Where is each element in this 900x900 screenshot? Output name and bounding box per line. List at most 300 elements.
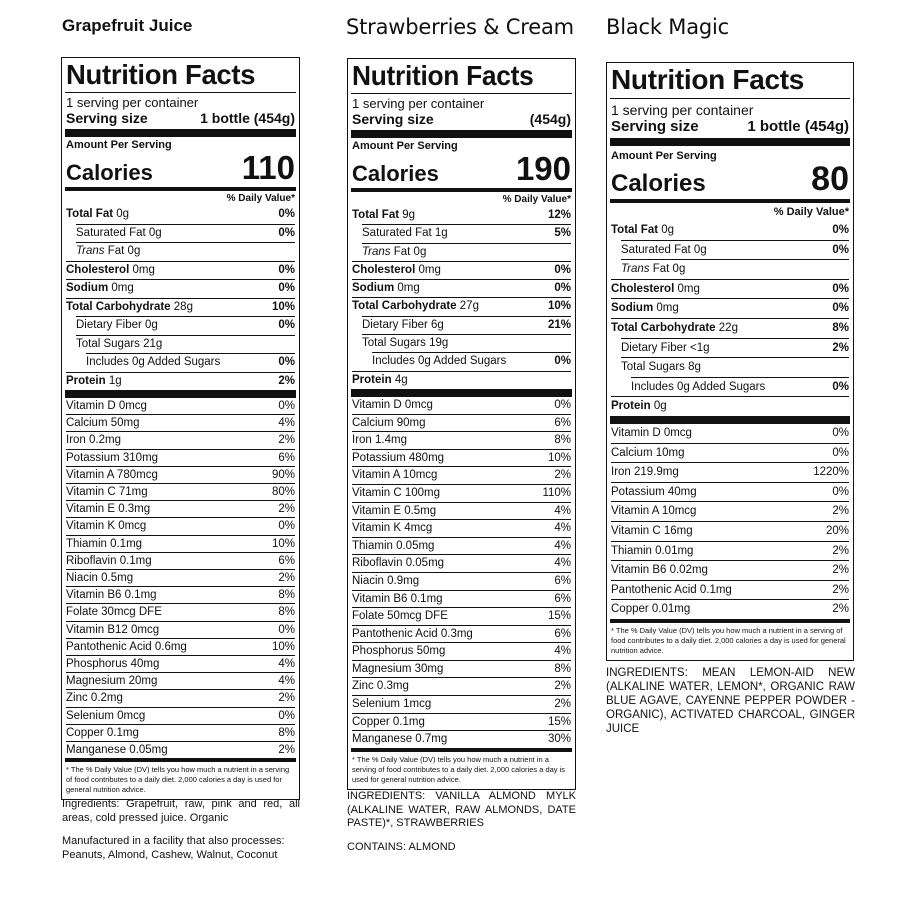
vitamin-name: Vitamin B12 0mcg <box>66 623 160 636</box>
divider-thick <box>351 389 572 397</box>
servings-per-container: 1 serving per container <box>611 102 754 118</box>
nutrient-daily-value: 12% <box>547 209 571 221</box>
vitamin-row <box>352 677 571 695</box>
vitamin-row <box>352 607 571 625</box>
nutrient-daily-value: 21% <box>547 318 571 331</box>
nutrient-name-amount <box>66 299 193 317</box>
vitamin-name: Potassium 480mg <box>352 451 445 464</box>
vitamin-name: Selenium 1mcg <box>352 698 432 711</box>
vitamin-daily-value: 6% <box>554 416 571 429</box>
nutrition-facts-heading: Nutrition Facts <box>66 59 256 90</box>
vitamin-name: Vitamin B6 0.02mg <box>611 564 708 577</box>
nutrient-list <box>66 206 295 390</box>
nutrient-name-amount <box>86 354 220 372</box>
vitamin-row <box>66 603 295 620</box>
vitamin-daily-value: 8% <box>554 662 571 675</box>
serving-size-value: 1 bottle (454g) <box>747 118 849 135</box>
vitamin-row <box>352 484 571 502</box>
vitamin-daily-value: 2% <box>554 698 571 711</box>
nutrient-name-amount <box>362 225 448 242</box>
vitamin-row <box>611 541 849 561</box>
nutrient-daily-value: 0% <box>278 263 295 276</box>
nutrient-row <box>372 352 571 370</box>
vitamin-name: Vitamin B6 0.1mg <box>66 589 157 602</box>
nutrient-row <box>621 357 849 377</box>
vitamin-name: Vitamin D 0mcg <box>66 400 147 412</box>
ingredients-strawberries <box>347 790 576 864</box>
nutrient-name-rest: Fat 0g <box>393 245 427 258</box>
product-title: Black Magic <box>606 15 729 39</box>
vitamin-name: Calcium 90mg <box>352 416 426 429</box>
vitamin-daily-value: 0% <box>832 446 849 459</box>
vitamin-row <box>352 502 571 520</box>
amount-per-serving: Amount Per Serving <box>611 150 717 162</box>
vitamin-name: Selenium 0mcg <box>66 709 146 722</box>
nutrition-label-black-magic <box>606 62 854 661</box>
serving-size-label: Serving size <box>66 110 148 126</box>
nutrient-name: Total Fat <box>352 209 400 221</box>
vitamin-name: Zinc 0.3mg <box>352 680 409 693</box>
nutrient-name-rest: Fat 0g <box>107 245 141 257</box>
calories-value: 80 <box>811 160 849 198</box>
daily-value-header: % Daily Value* <box>226 193 295 204</box>
vitamin-daily-value: 2% <box>832 583 849 596</box>
vitamin-name: Vitamin C 16mg <box>611 524 693 537</box>
calories-label: Calories <box>611 170 706 197</box>
nutrient-row <box>621 338 849 358</box>
nutrient-name-amount <box>352 280 420 297</box>
vitamin-name: Pantothenic Acid 0.6mg <box>66 640 187 653</box>
nutrient-row <box>362 316 571 334</box>
vitamin-daily-value: 0% <box>278 400 295 412</box>
product-title: Strawberries & Cream <box>346 15 574 39</box>
nutrient-row <box>352 207 571 224</box>
nutrient-daily-value: 0% <box>278 282 295 294</box>
vitamin-name: Vitamin E 0.3mg <box>66 503 151 516</box>
nutrient-name: Protein <box>352 373 392 386</box>
vitamin-daily-value: 2% <box>278 434 295 447</box>
vitamin-name: Potassium 310mg <box>66 451 159 464</box>
vitamin-name: Copper 0.01mg <box>611 603 691 616</box>
vitamin-daily-value: 30% <box>547 733 571 746</box>
vitamin-daily-value: 0% <box>832 426 849 439</box>
nutrient-name-amount <box>76 225 162 243</box>
nutrient-amount: 21g <box>143 337 163 350</box>
vitamin-daily-value: 6% <box>554 574 571 587</box>
nutrient-name-amount <box>611 221 674 240</box>
vitamin-daily-value: 2% <box>278 572 295 585</box>
vitamin-name: Pantothenic Acid 0.3mg <box>352 627 473 640</box>
vitamin-daily-value: 2% <box>554 469 571 482</box>
vitamin-name: Vitamin K 4mcg <box>352 522 433 535</box>
nutrient-name-rest: Fat 0g <box>652 263 686 276</box>
vitamin-daily-value: 2% <box>832 505 849 518</box>
vitamin-list <box>352 397 571 748</box>
serving-size-row <box>66 110 295 129</box>
ingredients-grapefruit <box>62 798 300 872</box>
nutrient-row <box>352 297 571 315</box>
vitamin-daily-value: 0% <box>554 398 571 411</box>
vitamin-name: Phosphorus 40mg <box>66 658 160 671</box>
nutrient-name: Dietary Fiber <box>362 318 428 331</box>
vitamin-daily-value: 6% <box>278 554 295 567</box>
vitamin-daily-value: 8% <box>278 589 295 602</box>
vitamin-name: Vitamin A 10mcg <box>352 469 438 482</box>
nutrient-amount: 4g <box>394 373 408 386</box>
vitamin-daily-value: 10% <box>547 451 571 464</box>
nutrient-amount: 8g <box>688 361 701 374</box>
allergen-text: CONTAINS: ALMOND <box>347 840 456 853</box>
nutrient-daily-value: 0% <box>832 282 849 295</box>
vitamin-row <box>352 449 571 467</box>
nutrient-name: Total Fat <box>611 224 659 236</box>
divider-thick <box>610 138 850 146</box>
nutrient-daily-value: 5% <box>554 227 571 240</box>
nutrient-daily-value: 0% <box>832 224 849 236</box>
vitamin-daily-value: 15% <box>547 715 571 728</box>
calories-label: Calories <box>352 161 439 186</box>
vitamin-row <box>352 660 571 678</box>
vitamin-name: Phosphorus 50mg <box>352 645 446 658</box>
vitamin-list <box>611 424 849 619</box>
vitamin-daily-value: 6% <box>278 451 295 464</box>
vitamin-daily-value: 0% <box>832 485 849 498</box>
vitamin-name: Iron 1.4mg <box>352 434 407 447</box>
vitamin-row <box>352 554 571 572</box>
vitamin-name: Vitamin C 100mg <box>352 486 440 499</box>
vitamin-daily-value: 20% <box>825 524 849 537</box>
vitamin-name: Vitamin C 71mg <box>66 486 148 499</box>
vitamin-daily-value: 4% <box>278 675 295 688</box>
nutrient-name: Total Sugars <box>76 337 140 350</box>
nutrition-label-grapefruit <box>61 57 300 800</box>
nutrition-label-strawberries <box>347 58 576 790</box>
vitamin-row <box>611 443 849 463</box>
vitamin-row <box>66 638 295 655</box>
nutrient-name: Trans <box>76 245 105 257</box>
vitamin-daily-value: 80% <box>271 486 295 499</box>
serving-size-label: Serving size <box>352 111 434 127</box>
vitamin-daily-value: 6% <box>554 592 571 605</box>
nutrient-name-amount <box>66 373 122 391</box>
nutrient-name: Total Carbohydrate <box>66 300 171 313</box>
vitamin-name: Vitamin K 0mcg <box>66 520 147 533</box>
daily-value-footnote: * The % Daily Value (DV) tells you how much a nutrient in a serving of food contributes to a daily diet. 2,000 calories a day is used for general nutrition advice. <box>610 619 850 656</box>
serving-size-row <box>352 111 571 130</box>
nutrient-row <box>611 279 849 299</box>
vitamin-name: Zinc 0.2mg <box>66 692 123 705</box>
vitamin-name: Riboflavin 0.05mg <box>352 557 445 570</box>
nutrition-facts-heading: Nutrition Facts <box>352 60 534 91</box>
vitamin-name: Copper 0.1mg <box>352 715 425 728</box>
nutrient-daily-value: 8% <box>832 321 849 334</box>
vitamin-name: Vitamin D 0mcg <box>611 426 692 439</box>
vitamin-name: Iron 219.9mg <box>611 466 679 479</box>
vitamin-daily-value: 4% <box>278 417 295 430</box>
vitamin-name: Calcium 10mg <box>611 446 685 459</box>
nutrient-name: Trans <box>621 263 650 276</box>
nutrient-row <box>352 261 571 279</box>
nutrient-amount: 6g <box>431 318 444 331</box>
vitamin-row <box>352 397 571 414</box>
vitamin-row <box>611 599 849 619</box>
divider-thick <box>65 129 296 137</box>
vitamin-name: Thiamin 0.05mg <box>352 539 435 552</box>
nutrient-daily-value: 10% <box>271 300 295 313</box>
nutrient-name: Dietary Fiber <box>621 341 687 354</box>
vitamin-name: Calcium 50mg <box>66 417 140 430</box>
calories-row <box>611 162 849 199</box>
nutrient-daily-value: 0% <box>278 356 295 368</box>
nutrient-name: Cholesterol <box>66 263 130 276</box>
nutrient-daily-value: 0% <box>832 243 849 256</box>
nutrient-name: Saturated Fat <box>621 243 691 256</box>
nutrient-row <box>611 221 849 240</box>
calories-row <box>352 152 571 188</box>
servings-per-container: 1 serving per container <box>352 96 485 111</box>
nutrient-amount: 0g <box>653 400 667 413</box>
nutrient-amount: 0g <box>145 319 158 331</box>
nutrient-name: Includes 0g Added Sugars <box>86 356 221 368</box>
vitamin-row <box>66 552 295 569</box>
divider-thick <box>65 390 296 398</box>
nutrient-name-amount <box>611 280 700 299</box>
nutrient-amount: 0mg <box>111 282 134 294</box>
serving-size-value: 1 bottle (454g) <box>200 110 295 126</box>
product-black-magic <box>606 15 729 39</box>
nutrient-amount: 0mg <box>677 282 700 295</box>
nutrient-daily-value: 0% <box>554 355 571 368</box>
nutrient-name: Protein <box>611 400 651 413</box>
vitamin-row <box>352 414 571 432</box>
nutrient-name-amount <box>76 243 140 261</box>
vitamin-row <box>66 569 295 586</box>
vitamin-row <box>611 521 849 541</box>
nutrient-name: Saturated Fat <box>76 226 146 239</box>
nutrient-name-amount <box>352 372 408 389</box>
vitamin-daily-value: 8% <box>278 606 295 619</box>
vitamin-daily-value: 8% <box>278 726 295 739</box>
servings-per-container: 1 serving per container <box>66 95 199 110</box>
vitamin-row <box>352 466 571 484</box>
nutrient-row <box>66 279 295 298</box>
vitamin-daily-value: 2% <box>832 603 849 616</box>
vitamin-row <box>352 590 571 608</box>
nutrient-daily-value: 10% <box>547 300 571 313</box>
nutrient-name: Includes 0g Added Sugars <box>372 355 507 368</box>
nutrient-name-amount <box>611 299 679 318</box>
allergen-facility-text: Manufactured in a facility that also processes: Peanuts, Almond, Cashew, Walnut, Coconut <box>62 835 285 861</box>
vitamin-daily-value: 4% <box>554 539 571 552</box>
nutrient-row <box>611 318 849 338</box>
vitamin-daily-value: 4% <box>554 522 571 535</box>
nutrition-facts-heading: Nutrition Facts <box>611 64 805 95</box>
vitamin-row <box>66 483 295 500</box>
product-grapefruit-juice <box>62 16 192 36</box>
vitamin-row <box>611 424 849 443</box>
vitamin-name: Copper 0.1mg <box>66 726 139 739</box>
nutrient-amount: 0mg <box>656 302 679 315</box>
amount-per-serving: Amount Per Serving <box>66 139 172 151</box>
nutrient-row <box>76 316 295 335</box>
nutrient-daily-value: 0% <box>832 302 849 315</box>
vitamin-list <box>66 398 295 758</box>
vitamin-row <box>66 724 295 741</box>
nutrient-name: Dietary Fiber <box>76 319 142 331</box>
nutrient-row <box>76 242 295 261</box>
nutrient-name: Sodium <box>352 282 395 295</box>
vitamin-name: Manganese 0.7mg <box>352 733 448 746</box>
vitamin-daily-value: 10% <box>271 537 295 550</box>
calories-value: 110 <box>241 149 295 186</box>
vitamin-daily-value: 15% <box>547 610 571 623</box>
nutrient-name-amount <box>621 241 707 260</box>
vitamin-name: Niacin 0.9mg <box>352 574 420 587</box>
nutrient-name: Total Carbohydrate <box>352 300 457 313</box>
vitamin-row <box>352 695 571 713</box>
nutrient-name: Sodium <box>66 282 109 294</box>
nutrient-amount: <1g <box>690 341 710 354</box>
nutrient-row <box>66 298 295 317</box>
vitamin-row <box>66 689 295 706</box>
nutrient-list <box>611 221 849 416</box>
product-strawberries-cream <box>346 15 574 39</box>
nutrient-name-amount <box>372 353 506 370</box>
nutrient-row <box>611 396 849 416</box>
vitamin-name: Riboflavin 0.1mg <box>66 554 152 567</box>
daily-value-header: % Daily Value* <box>773 206 849 218</box>
nutrient-amount: 19g <box>429 337 449 350</box>
product-title: Grapefruit Juice <box>62 16 193 35</box>
nutrient-amount: 0mg <box>132 263 155 276</box>
vitamin-name: Niacin 0.5mg <box>66 572 134 585</box>
ingredients-text: Ingredients: Grapefruit, raw, pink and red, all areas, cold pressed juice. Organic <box>62 798 300 824</box>
nutrient-name-amount <box>352 262 441 279</box>
nutrient-daily-value: 0% <box>278 208 295 220</box>
vitamin-daily-value: 2% <box>278 692 295 705</box>
nutrient-name-amount <box>66 262 155 280</box>
serving-size-label: Serving size <box>611 118 699 135</box>
nutrient-name-amount <box>621 260 685 279</box>
ingredients-black-magic <box>606 666 855 746</box>
nutrient-name: Total Sugars <box>362 337 426 350</box>
nutrient-name: Cholesterol <box>611 282 675 295</box>
vitamin-row <box>352 625 571 643</box>
nutrient-row <box>362 224 571 242</box>
vitamin-daily-value: 0% <box>278 623 295 636</box>
serving-size-value: (454g) <box>529 111 571 127</box>
vitamin-row <box>611 501 849 521</box>
nutrient-daily-value: 0% <box>278 319 295 331</box>
divider-thick <box>351 130 572 138</box>
nutrient-daily-value: 0% <box>554 282 571 295</box>
nutrient-amount: 0mg <box>418 263 441 276</box>
nutrient-name: Protein <box>66 374 106 387</box>
nutrient-amount: 0g <box>693 243 707 256</box>
amount-per-serving: Amount Per Serving <box>352 140 458 152</box>
nutrient-amount: 1g <box>108 374 122 387</box>
nutrient-name-amount <box>76 336 162 354</box>
nutrient-row <box>362 243 571 261</box>
nutrient-name: Trans <box>362 245 391 258</box>
nutrient-row <box>86 353 295 372</box>
vitamin-name: Magnesium 30mg <box>352 662 444 675</box>
nutrient-daily-value: 0% <box>278 226 295 239</box>
nutrient-name-amount <box>362 317 444 334</box>
vitamin-row <box>352 642 571 660</box>
vitamin-daily-value: 90% <box>271 468 295 481</box>
vitamin-name: Iron 0.2mg <box>66 434 121 447</box>
nutrient-name: Saturated Fat <box>362 227 432 240</box>
vitamin-name: Pantothenic Acid 0.1mg <box>611 583 732 596</box>
vitamin-daily-value: 110% <box>542 486 571 499</box>
nutrient-row <box>362 334 571 352</box>
nutrient-amount: 22g <box>718 321 738 334</box>
nutrient-row <box>66 372 295 391</box>
nutrient-daily-value: 2% <box>832 341 849 354</box>
vitamin-row <box>611 580 849 600</box>
nutrient-list <box>352 207 571 389</box>
nutrient-name: Total Fat <box>66 208 114 220</box>
vitamin-row <box>66 741 295 758</box>
vitamin-row <box>66 672 295 689</box>
daily-value-footnote: * The % Daily Value (DV) tells you how much a nutrient in a serving of food contributes to a daily diet. 2,000 calories a day is used for general nutrition advice. <box>65 758 296 795</box>
vitamin-daily-value: 4% <box>554 504 571 517</box>
nutrient-row <box>621 240 849 260</box>
vitamin-row <box>66 655 295 672</box>
nutrient-name-amount <box>621 339 710 358</box>
vitamin-row <box>66 517 295 534</box>
divider <box>351 93 572 94</box>
vitamin-row <box>352 537 571 555</box>
vitamin-name: Potassium 40mg <box>611 485 697 498</box>
vitamin-row <box>66 449 295 466</box>
nutrient-name-amount <box>362 244 426 261</box>
vitamin-daily-value: 8% <box>554 434 571 447</box>
vitamin-row <box>66 414 295 431</box>
nutrient-name-amount <box>66 280 134 298</box>
nutrient-row <box>76 335 295 354</box>
nutrient-daily-value: 0% <box>554 263 571 276</box>
vitamin-row <box>66 535 295 552</box>
nutrient-name-amount <box>611 319 738 338</box>
vitamin-daily-value: 1220% <box>813 466 849 479</box>
nutrient-amount: 0g <box>148 226 162 239</box>
nutrient-amount: 0mg <box>397 282 420 295</box>
vitamin-row <box>66 500 295 517</box>
vitamin-name: Vitamin B6 0.1mg <box>352 592 443 605</box>
nutrient-name: Total Carbohydrate <box>611 321 716 334</box>
nutrient-row <box>621 259 849 279</box>
nutrient-name-amount <box>76 317 158 335</box>
nutrient-daily-value: 0% <box>832 380 849 393</box>
vitamin-row <box>352 431 571 449</box>
vitamin-name: Manganese 0.05mg <box>66 744 168 757</box>
vitamin-name: Thiamin 0.01mg <box>611 544 694 557</box>
vitamin-daily-value: 0% <box>278 709 295 722</box>
vitamin-row <box>66 586 295 603</box>
vitamin-row <box>66 621 295 638</box>
vitamin-daily-value: 2% <box>832 544 849 557</box>
divider-thick <box>610 416 850 424</box>
nutrient-name: Cholesterol <box>352 263 416 276</box>
nutrient-row <box>66 206 295 224</box>
nutrient-name: Includes 0g Added Sugars <box>631 380 766 393</box>
vitamin-daily-value: 0% <box>278 520 295 533</box>
vitamin-row <box>66 431 295 448</box>
vitamin-daily-value: 4% <box>554 557 571 570</box>
nutrient-row <box>631 377 849 397</box>
